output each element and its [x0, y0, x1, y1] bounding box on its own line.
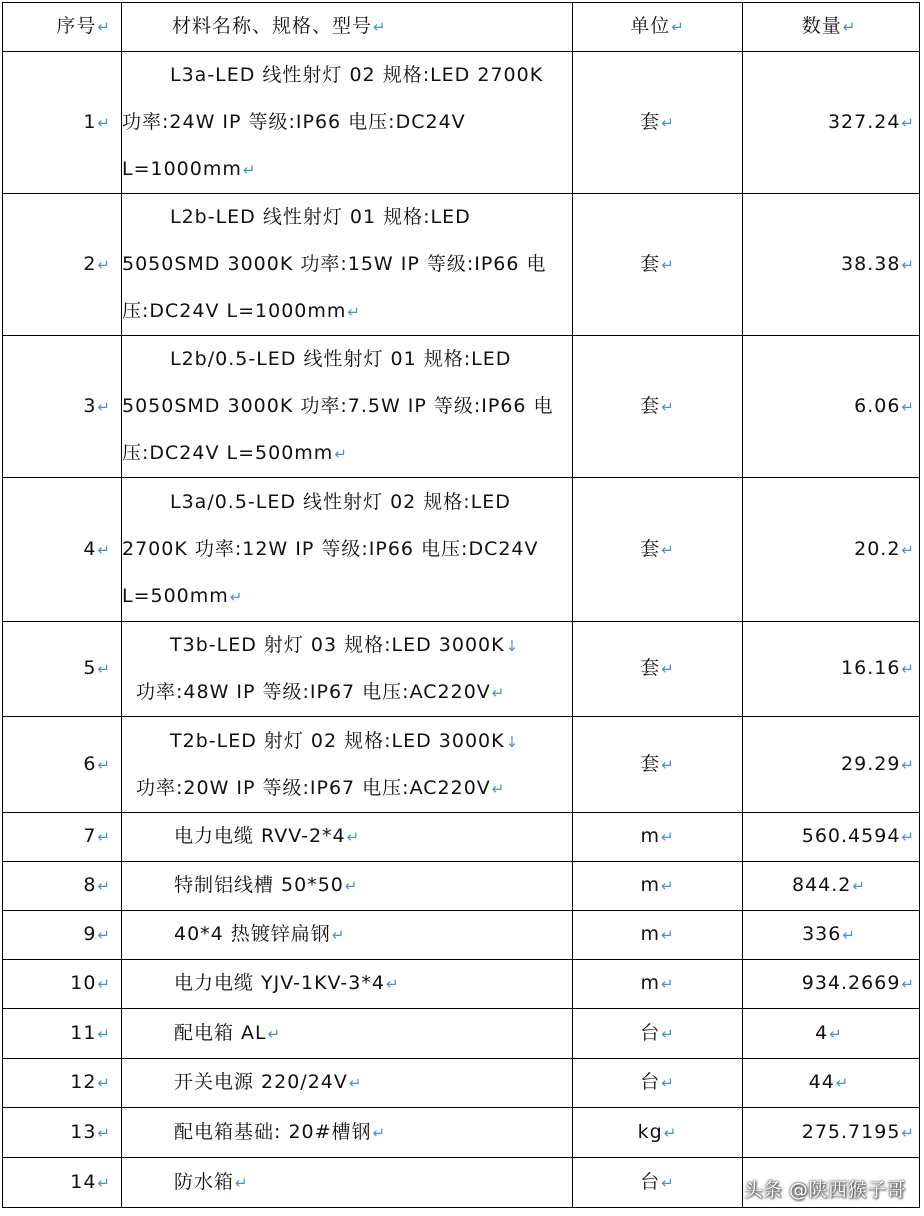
row-unit: [573, 911, 743, 960]
table-row: [3, 336, 920, 478]
material-name-line: [122, 99, 572, 146]
table-row: [3, 911, 920, 960]
row-unit: [573, 622, 743, 717]
row-index-text: 14: [70, 1170, 97, 1193]
materials-table: [2, 2, 920, 1208]
row-index-text: 8: [83, 874, 97, 896]
table-row: [3, 52, 920, 194]
format-mark: ↵: [97, 975, 111, 993]
row-unit: [573, 52, 743, 194]
material-name-text: L2b/0.5-LED 线性射灯 01 规格:LED: [170, 348, 512, 370]
row-index-text: 7: [83, 825, 97, 847]
row-material-name: [122, 862, 573, 911]
row-unit: [573, 336, 743, 478]
format-mark: ↵: [491, 684, 506, 702]
format-mark: ↵: [661, 1024, 675, 1043]
row-index-text: 13: [70, 1120, 97, 1143]
table-row: [3, 1059, 920, 1108]
format-mark: ↵: [97, 1074, 111, 1092]
unit-text: 套: [640, 394, 661, 417]
format-mark: ↵: [901, 113, 915, 132]
material-name-text: 功率:20W IP 等级:IP67 电压:AC220V: [136, 776, 491, 799]
unit-text: m: [640, 825, 660, 847]
quantity-text: 560.4594: [801, 825, 901, 847]
row-unit: [573, 862, 743, 911]
row-index-text: 4: [83, 537, 97, 560]
material-name-text: 功率:24W IP 等级:IP66 电压:DC24V: [122, 111, 466, 133]
unit-text: m: [640, 874, 660, 896]
row-unit: [573, 717, 743, 813]
unit-text: kg: [637, 1120, 663, 1143]
row-index: [3, 478, 122, 622]
row-index-text: 9: [83, 923, 97, 945]
header-unit: 单位↵: [573, 3, 743, 52]
table-row: [3, 478, 920, 622]
format-mark: ↵: [97, 113, 111, 132]
quantity-text: 4: [815, 1021, 829, 1044]
quantity-text: 20.2: [854, 537, 901, 560]
format-mark: ↵: [346, 828, 361, 846]
material-name-text: 电力电缆 RVV-2*4: [174, 825, 346, 847]
material-name-text: 功率:48W IP 等级:IP67 电压:AC220V: [136, 681, 491, 703]
material-name-line: [122, 336, 572, 383]
row-material-name: [122, 52, 573, 194]
material-name-text: 配电箱 AL: [174, 1021, 267, 1044]
material-name-line: [122, 479, 572, 526]
material-name-text: L2b-LED 线性射灯 01 规格:LED: [170, 206, 471, 228]
format-mark: ↵: [347, 303, 361, 321]
row-index: [3, 52, 122, 194]
format-mark: ↵: [344, 877, 359, 895]
format-mark: ↓: [505, 732, 520, 751]
format-mark: ↵: [901, 255, 915, 274]
format-mark: ↵: [97, 255, 111, 274]
material-name-text: 配电箱基础: 20#槽钢: [174, 1120, 372, 1143]
row-material-name: [122, 960, 573, 1009]
format-mark: ↵: [661, 1074, 675, 1092]
material-name-line: [122, 718, 572, 765]
format-mark: ↵: [660, 975, 675, 993]
row-index-text: 12: [70, 1071, 97, 1093]
header-index: 序号↵: [3, 3, 122, 52]
quantity-text: 16.16: [841, 657, 901, 679]
unit-text: 套: [640, 657, 661, 679]
format-mark: ↵: [385, 975, 400, 993]
row-quantity: [743, 1059, 920, 1108]
material-name-line: [122, 288, 572, 335]
material-name-line: [122, 52, 572, 99]
table-row: [3, 960, 920, 1009]
quantity-text: 29.29: [841, 752, 901, 775]
row-quantity: [743, 862, 920, 911]
row-index: [3, 717, 122, 813]
format-mark: ↵: [835, 1074, 850, 1092]
unit-text: 台: [640, 1021, 661, 1044]
row-index-text: 10: [70, 972, 97, 994]
format-mark: ↵: [901, 975, 915, 993]
watermark: 头条 @陕西猴子哥: [743, 1179, 906, 1201]
material-name-line: [122, 526, 572, 573]
row-quantity: [743, 52, 920, 194]
row-index: [3, 194, 122, 336]
material-name-text: L=1000mm: [122, 158, 242, 180]
row-unit: [573, 813, 743, 862]
material-name-text: 5050SMD 3000K 功率:7.5W IP 等级:IP66 电: [122, 395, 554, 417]
row-unit: [573, 1108, 743, 1158]
table-row: [3, 717, 920, 813]
row-index-text: 5: [83, 657, 97, 679]
quantity-text: 275.7195: [801, 1120, 901, 1143]
table-row: [3, 622, 920, 717]
unit-text: 套: [640, 252, 661, 275]
row-quantity: [743, 911, 920, 960]
row-unit: [573, 194, 743, 336]
format-mark: ↵: [491, 779, 506, 798]
material-name-text: 2700K 功率:12W IP 等级:IP66 电压:DC24V: [122, 538, 539, 560]
row-material-name: [122, 622, 573, 717]
material-name-text: 电力电缆 YJV-1KV-3*4: [174, 972, 385, 994]
row-material-name: [122, 478, 573, 622]
format-mark: ↵: [660, 877, 675, 895]
format-mark: ↵: [97, 1024, 111, 1043]
material-name-text: L3a-LED 线性射灯 02 规格:LED 2700K: [170, 64, 544, 86]
format-mark: ↵: [661, 1173, 675, 1192]
format-mark: ↵: [97, 926, 111, 944]
row-quantity: [743, 478, 920, 622]
material-name-line: [122, 146, 572, 193]
unit-text: 套: [640, 752, 661, 775]
table-row: [3, 194, 920, 336]
row-material-name: [122, 717, 573, 813]
quantity-text: 38.38: [841, 252, 901, 275]
row-quantity: [743, 813, 920, 862]
format-mark: ↵: [661, 255, 675, 274]
material-name-text: 压:DC24V L=500mm: [122, 442, 334, 464]
quantity-text: 44: [808, 1071, 835, 1093]
format-mark: ↵: [348, 1074, 363, 1092]
format-mark: ↵: [334, 445, 348, 463]
format-mark: ↵: [661, 755, 675, 774]
row-material-name: [122, 336, 573, 478]
row-quantity: [743, 194, 920, 336]
header-quantity: 数量↵: [743, 3, 920, 52]
format-mark: ↵: [267, 1024, 282, 1043]
material-name-text: T2b-LED 射灯 02 规格:LED 3000K: [170, 729, 505, 752]
material-name-text: 5050SMD 3000K 功率:15W IP 等级:IP66 电: [122, 253, 547, 275]
material-name-line: [122, 430, 572, 477]
unit-text: 套: [640, 110, 661, 133]
row-quantity: [743, 717, 920, 813]
format-mark: ↵: [97, 877, 111, 895]
material-name-line: [122, 194, 572, 241]
format-mark: ↵: [901, 1123, 915, 1142]
material-name-text: 开关电源 220/24V: [174, 1071, 348, 1093]
quantity-text: 336: [802, 923, 842, 945]
material-name-line: [122, 241, 572, 288]
row-unit: [573, 960, 743, 1009]
row-index: [3, 1059, 122, 1108]
unit-text: 台: [640, 1071, 661, 1093]
format-mark: ↵: [97, 660, 111, 678]
material-name-line: [122, 622, 572, 669]
row-index: [3, 1108, 122, 1158]
row-quantity: [743, 1009, 920, 1059]
material-name-line: [122, 765, 572, 812]
row-unit: [573, 1009, 743, 1059]
row-quantity: [743, 622, 920, 717]
row-index: [3, 813, 122, 862]
row-index: [3, 1158, 122, 1208]
format-mark: ↵: [331, 926, 346, 944]
row-index: [3, 862, 122, 911]
quantity-text: 844.2: [792, 874, 852, 896]
material-name-text: 压:DC24V L=1000mm: [122, 300, 347, 322]
row-index-text: 6: [83, 752, 97, 775]
format-mark: ↵: [842, 926, 856, 944]
format-mark: ↵: [97, 828, 111, 846]
material-name-line: [122, 573, 572, 620]
format-mark: ↓: [505, 637, 520, 655]
row-quantity: [743, 1108, 920, 1158]
format-mark: ↵: [661, 540, 675, 559]
format-mark: ↵: [97, 755, 111, 774]
material-name-text: L3a/0.5-LED 线性射灯 02 规格:LED: [170, 491, 511, 513]
format-mark: ↵: [661, 660, 675, 678]
format-mark: ↵: [661, 113, 675, 132]
format-mark: ↵: [229, 588, 244, 606]
quantity-text: 934.2669: [801, 972, 901, 994]
material-name-text: T3b-LED 射灯 03 规格:LED 3000K: [170, 634, 505, 656]
row-material-name: [122, 1158, 573, 1208]
row-quantity: [743, 960, 920, 1009]
format-mark: ↵: [372, 1123, 387, 1142]
format-mark: ↵: [660, 828, 675, 846]
format-mark: ↵: [901, 828, 915, 846]
format-mark: ↵: [242, 161, 257, 179]
unit-text: 套: [640, 537, 661, 560]
row-material-name: [122, 813, 573, 862]
row-index-text: 1: [83, 110, 97, 133]
row-index: [3, 1009, 122, 1059]
material-name-line: [122, 669, 572, 716]
row-material-name: [122, 1059, 573, 1108]
format-mark: ↵: [901, 397, 915, 416]
table-row: [3, 813, 920, 862]
row-index-text: 2: [83, 252, 97, 275]
row-index: [3, 960, 122, 1009]
row-quantity: [743, 336, 920, 478]
table-row: [3, 1108, 920, 1158]
row-index-text: 3: [83, 394, 97, 417]
format-mark: ↵: [97, 1173, 111, 1192]
format-mark: ↵: [901, 660, 915, 678]
material-name-text: 40*4 热镀锌扁钢: [174, 923, 331, 945]
header-name: 材料名称、规格、型号↵: [122, 3, 573, 52]
unit-text: m: [640, 972, 660, 994]
format-mark: ↵: [97, 1123, 111, 1142]
format-mark: ↵: [829, 1024, 843, 1043]
format-mark: ↵: [97, 540, 111, 559]
format-mark: ↵: [661, 397, 675, 416]
row-unit: [573, 1059, 743, 1108]
material-name-line: [122, 383, 572, 430]
row-material-name: [122, 194, 573, 336]
table-row: [3, 1009, 920, 1059]
row-material-name: [122, 1108, 573, 1158]
quantity-text: 327.24: [827, 110, 901, 133]
format-mark: ↵: [852, 877, 866, 895]
row-index-text: 11: [70, 1021, 97, 1044]
unit-text: m: [640, 923, 660, 945]
format-mark: ↵: [97, 397, 111, 416]
row-material-name: [122, 911, 573, 960]
format-mark: ↵: [235, 1173, 249, 1192]
format-mark: ↵: [660, 926, 675, 944]
table-row: [3, 862, 920, 911]
row-index: [3, 336, 122, 478]
material-name-text: L=500mm: [122, 585, 229, 607]
row-unit: [573, 478, 743, 622]
row-index: [3, 622, 122, 717]
table-header-row: [3, 3, 920, 52]
quantity-text: 6.06: [854, 394, 901, 417]
row-unit: [573, 1158, 743, 1208]
material-name-text: 特制铝线槽 50*50: [174, 874, 344, 896]
row-index: [3, 911, 122, 960]
row-material-name: [122, 1009, 573, 1059]
format-mark: ↵: [663, 1123, 678, 1142]
format-mark: ↵: [901, 540, 915, 559]
format-mark: ↵: [901, 755, 915, 774]
unit-text: 台: [640, 1170, 661, 1193]
material-name-text: 防水箱: [174, 1170, 235, 1193]
